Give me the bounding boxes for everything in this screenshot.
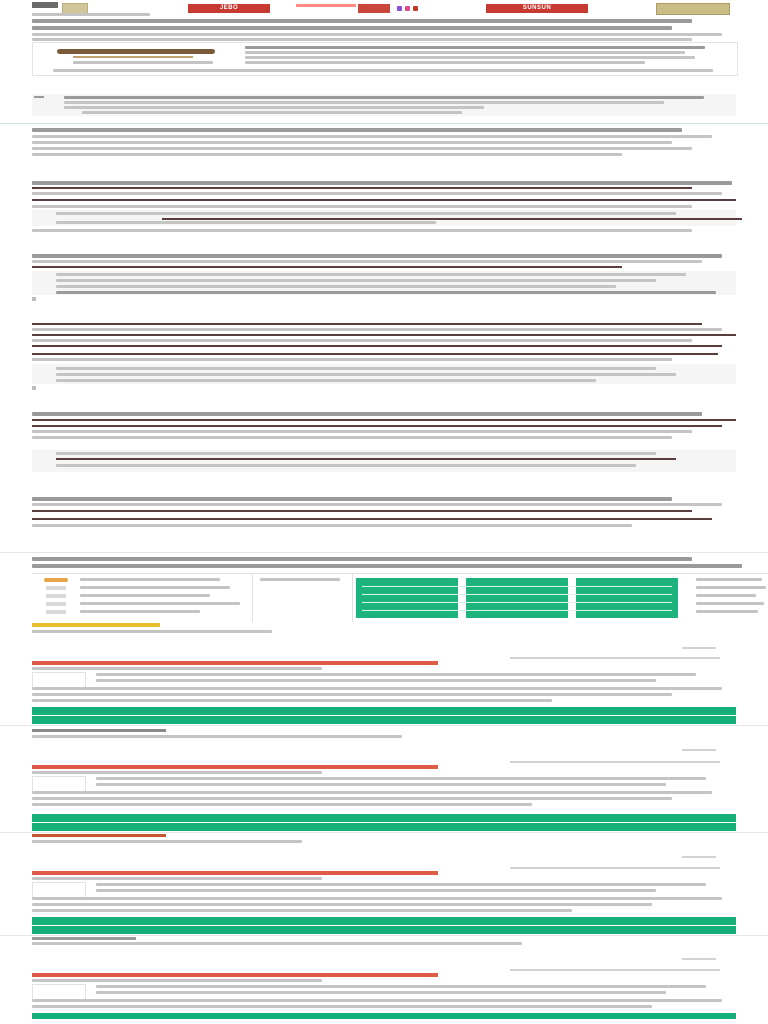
site-header	[0, 0, 768, 16]
section-4-quote-line-2	[56, 373, 676, 376]
card-2-thumbnail[interactable]	[32, 776, 86, 792]
card-caption	[73, 61, 213, 64]
product-image-base	[73, 56, 193, 58]
card-1-desc-4	[32, 693, 672, 696]
table-green-line-4	[362, 610, 672, 611]
card-2-desc-5	[32, 803, 532, 806]
card-4-buy-button-1[interactable]	[32, 1013, 736, 1019]
section-5-line-3	[32, 436, 672, 439]
card-2-meta	[510, 761, 720, 763]
section-3-quote-line-4	[56, 291, 716, 294]
card-1-desc-5	[32, 699, 552, 702]
card-2-buy-button-1[interactable]	[32, 814, 736, 822]
table-green-line-2	[362, 594, 672, 595]
section-2-heading	[32, 181, 732, 185]
intro-text-line-2	[32, 38, 692, 41]
table-product-name-1[interactable]	[80, 578, 220, 581]
section-6-line-2	[32, 503, 722, 506]
card-2-badge	[32, 729, 166, 732]
section-3-link-1[interactable]	[32, 266, 622, 268]
bullet-line-1	[64, 96, 704, 99]
section-1-line-5	[32, 153, 622, 156]
section-4-line-3	[32, 358, 672, 361]
card-text-line-4	[245, 61, 645, 64]
ad-label-1: JEBO	[219, 5, 239, 11]
card-3-meta	[510, 867, 720, 869]
section-4-line-1	[32, 328, 722, 331]
table-col-notes	[692, 574, 768, 622]
bullet-line-4	[82, 111, 462, 114]
table-divider	[0, 552, 768, 553]
card-4-subline	[32, 979, 322, 982]
card-3-subtitle	[32, 840, 302, 843]
card-2-desc-2	[96, 783, 666, 786]
section-6-link-2[interactable]	[32, 518, 712, 520]
card-1-desc-1	[96, 673, 696, 676]
header-ad-banner-1[interactable]	[188, 4, 270, 13]
section-4-link-3[interactable]	[32, 345, 722, 347]
header-tagline	[296, 4, 356, 7]
table-rating-label	[260, 578, 340, 581]
card-3-desc-2	[96, 889, 656, 892]
card-3-desc-3	[32, 897, 722, 900]
bullet-marker	[34, 96, 44, 98]
card-text-line-5	[53, 69, 713, 72]
section-5-link-2[interactable]	[32, 425, 722, 427]
table-note-2	[696, 586, 766, 589]
table-note-1	[696, 578, 762, 581]
card-2-rating	[682, 749, 716, 751]
section-3-quote-line-1	[56, 273, 686, 276]
table-col-product	[32, 574, 253, 622]
card-1-rating	[682, 647, 716, 649]
section-2-quote-link[interactable]	[162, 218, 742, 220]
product-image[interactable]	[57, 49, 215, 54]
section-5-quote-link[interactable]	[56, 458, 676, 460]
table-note-4	[696, 602, 764, 605]
card-3-badge	[32, 834, 166, 837]
card-2-desc-4	[32, 797, 672, 800]
table-product-name-3[interactable]	[80, 594, 210, 597]
section-3-quote-line-2	[56, 279, 656, 282]
card-2-desc-1	[96, 777, 706, 780]
section-5-link-1[interactable]	[32, 419, 736, 421]
card-4-meta	[510, 969, 720, 971]
table-check-price-2[interactable]	[466, 578, 568, 618]
card-1-subtitle	[32, 630, 272, 633]
section-1-line-3	[32, 141, 672, 144]
card-2-product-title[interactable]	[32, 765, 438, 769]
table-green-line-1	[362, 586, 672, 587]
card-1-buy-button-1[interactable]	[32, 707, 736, 715]
section-2-line-2	[32, 192, 722, 195]
header-text	[32, 13, 150, 16]
card-4-desc-2	[96, 991, 666, 994]
intro-card	[32, 42, 738, 76]
section-2-line-3	[32, 205, 692, 208]
section-1-line-4	[32, 147, 692, 150]
card-4-desc-3	[32, 999, 722, 1002]
section-3-line-2	[32, 260, 702, 263]
card-text-line-2	[245, 51, 685, 54]
card-1-subline	[32, 667, 322, 670]
social-icon-1[interactable]	[397, 6, 402, 11]
table-product-thumb-3[interactable]	[46, 594, 66, 598]
section-1-heading	[32, 128, 682, 132]
section-6-line-3	[32, 524, 632, 527]
section-4-marker	[32, 386, 36, 390]
section-3-marker	[32, 297, 36, 301]
card-3-product-title[interactable]	[32, 871, 438, 875]
comparison-table	[32, 573, 768, 622]
card-3-rating	[682, 856, 716, 858]
section-5-heading	[32, 412, 702, 416]
table-product-name-4[interactable]	[80, 602, 240, 605]
header-ad-banner-2[interactable]	[358, 4, 390, 13]
card-1-meta	[510, 657, 720, 659]
section-3-quote	[32, 271, 736, 295]
card-4-badge	[32, 937, 136, 940]
section-divider-green	[0, 123, 768, 124]
card-3-buy-button-1[interactable]	[32, 917, 736, 925]
section-4-line-2	[32, 339, 692, 342]
card-3-buy-button-2[interactable]	[32, 926, 736, 934]
card-4-desc-1	[96, 985, 706, 988]
table-product-thumb-1[interactable]	[44, 578, 68, 582]
table-note-3	[696, 594, 756, 597]
section-4-quote	[32, 364, 736, 384]
table-green-line-3	[362, 602, 672, 603]
bullet-line-3	[64, 106, 484, 109]
card-1-thumbnail[interactable]	[32, 672, 86, 688]
card-2-buy-button-2[interactable]	[32, 823, 736, 831]
table-product-thumb-5[interactable]	[46, 610, 66, 614]
section-4-quote-line-3	[56, 379, 596, 382]
bullet-line-2	[64, 101, 664, 104]
card-text-line-3	[245, 56, 695, 59]
card-4-desc-4	[32, 1005, 652, 1008]
header-badge[interactable]	[656, 3, 730, 15]
section-5-quote	[32, 450, 736, 472]
card-4-subtitle	[32, 942, 522, 945]
table-product-name-2[interactable]	[80, 586, 230, 589]
intro-text-line-1	[32, 33, 722, 36]
card-1-buy-button-2[interactable]	[32, 716, 736, 724]
table-product-name-5[interactable]	[80, 610, 200, 613]
card-3-subline	[32, 877, 322, 880]
section-2-quote	[32, 210, 736, 226]
section-3-heading	[32, 254, 722, 258]
section-2-line-4	[32, 229, 692, 232]
section-6-link-1[interactable]	[32, 510, 692, 512]
site-logo[interactable]	[32, 2, 58, 8]
table-product-thumb-4[interactable]	[46, 602, 66, 606]
card-2-subtitle	[32, 735, 402, 738]
section-2-link-2[interactable]	[32, 199, 736, 201]
card-text-line-1	[245, 46, 705, 49]
card-1-badge	[32, 623, 160, 627]
section-4-link-4[interactable]	[32, 353, 718, 355]
card-3-desc-5	[32, 909, 572, 912]
page-title-line-2	[32, 26, 672, 30]
social-icon-2[interactable]	[405, 6, 410, 11]
table-product-thumb-2[interactable]	[46, 586, 66, 590]
card-2-subline	[32, 771, 322, 774]
section-2-quote-line-1	[56, 212, 676, 215]
section-3-quote-line-3	[56, 285, 616, 288]
page-title-line-1	[32, 19, 692, 23]
card-1-product-title[interactable]	[32, 661, 438, 665]
section-1-line-2	[32, 135, 712, 138]
card-3-divider	[0, 935, 768, 936]
card-1-desc-3	[32, 687, 722, 690]
card-4-rating	[682, 958, 716, 960]
card-2-desc-3	[32, 791, 712, 794]
section-6-heading	[32, 497, 672, 501]
section-4-link-2[interactable]	[32, 334, 736, 336]
card-3-thumbnail[interactable]	[32, 882, 86, 898]
social-icon-3[interactable]	[413, 6, 418, 11]
header-ad-banner-3[interactable]	[486, 4, 588, 13]
table-check-price-1[interactable]	[356, 578, 458, 618]
card-3-desc-1	[96, 883, 706, 886]
section-5-line-2	[32, 430, 692, 433]
section-2-link-1[interactable]	[32, 187, 692, 189]
card-3-desc-4	[32, 903, 652, 906]
table-heading-2	[32, 564, 742, 568]
table-heading-1	[32, 557, 692, 561]
section-4-link-1[interactable]	[32, 323, 702, 325]
card-4-product-title[interactable]	[32, 973, 438, 977]
table-check-price-3[interactable]	[576, 578, 678, 618]
section-5-quote-line-2	[56, 464, 636, 467]
ad-label-3: SUNSUN	[522, 5, 552, 11]
bullet-block	[32, 94, 736, 116]
section-5-quote-line-1	[56, 452, 656, 455]
section-4-quote-line-1	[56, 367, 656, 370]
section-2-quote-line-2	[56, 221, 436, 224]
table-col-rating	[254, 574, 353, 622]
card-4-thumbnail[interactable]	[32, 984, 86, 1000]
card-2-divider	[0, 832, 768, 833]
table-note-5	[696, 610, 758, 613]
card-1-desc-2	[96, 679, 656, 682]
card-1-divider	[0, 725, 768, 726]
